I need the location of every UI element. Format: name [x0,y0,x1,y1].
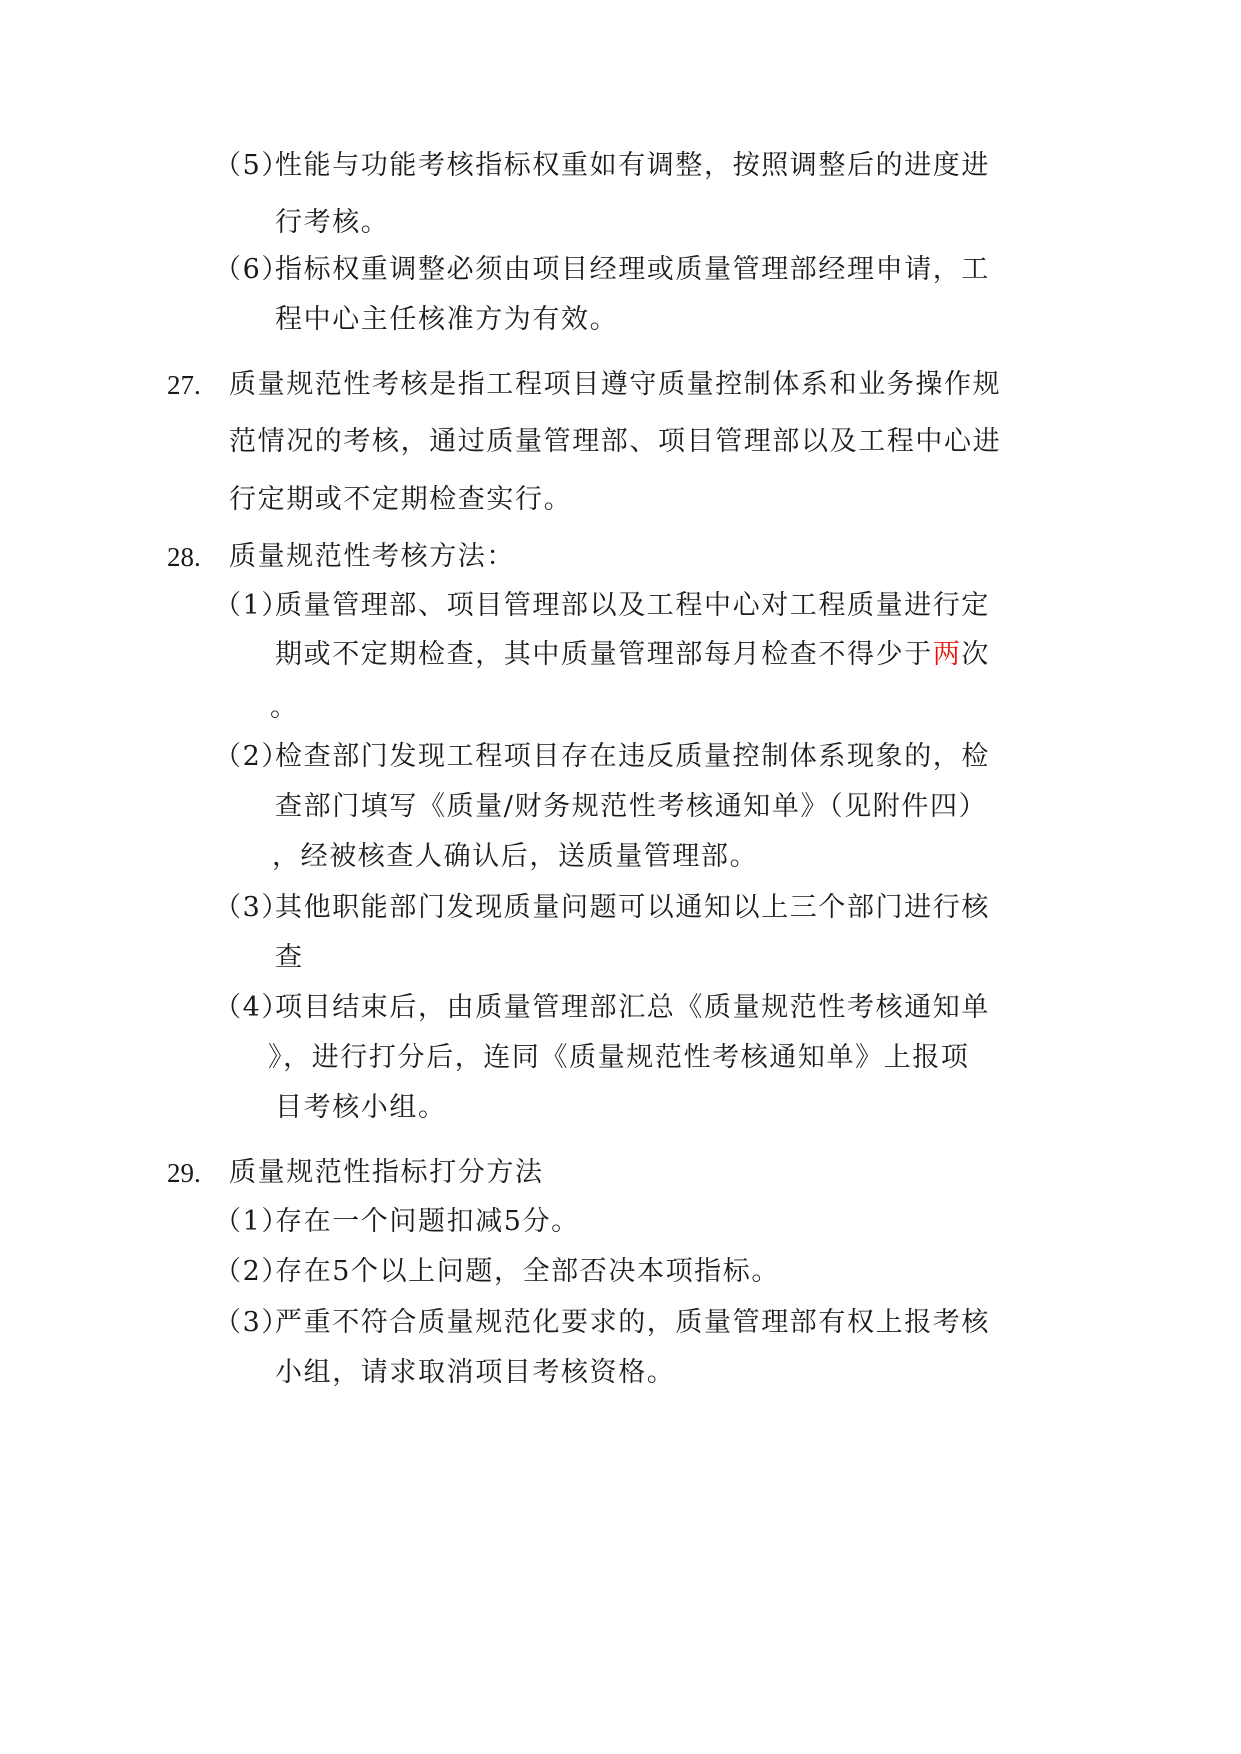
item-number: 29. [167,1158,201,1188]
sub-item-text: 程中心主任核准方为有效。 [275,304,619,335]
item-text: 质量规范性指标打分方法 [229,1157,544,1188]
sub-item-marker: （6） [214,254,290,285]
item-text: 范情况的考核，通过质量管理部、项目管理部以及工程中心进 [229,426,1002,457]
sub-item-marker: （1） [214,1206,290,1237]
sub-item-text: 项目结束后，由质量管理部汇总《质量规范性考核通知单 [275,992,990,1023]
sub-item-marker: （3） [214,1307,290,1338]
sub-item-text: 》，进行打分后，连同《质量规范性考核通知单》上报项 [268,1042,970,1073]
item-number: 27. [167,370,201,400]
item-text: 质量规范性考核方法： [229,541,515,572]
sub-item-text: 。 [270,692,299,723]
sub-item-text: 性能与功能考核指标权重如有调整，按照调整后的进度进 [275,150,990,181]
sub-item-text: 存在5个以上问题，全部否决本项指标。 [275,1256,780,1287]
item-text: 质量规范性考核是指工程项目遵守质量控制体系和业务操作规 [229,369,1002,400]
sub-item-marker: （2） [214,741,290,772]
sub-item-text: ，经被核查人确认后，送质量管理部。 [272,841,759,872]
sub-item-text: 质量管理部、项目管理部以及工程中心对工程质量进行定 [275,590,990,621]
sub-item-marker: （1） [214,590,290,621]
sub-item-text: 其他职能部门发现质量问题可以通知以上三个部门进行核 [275,892,990,923]
sub-item-text: 查部门填写《质量/财务规范性考核通知单》（见附件四） [275,791,988,822]
sub-item-text: 目考核小组。 [275,1092,447,1123]
sub-item-text: 存在一个问题扣减5分。 [275,1206,580,1237]
sub-item-text: 严重不符合质量规范化要求的，质量管理部有权上报考核 [275,1307,990,1338]
sub-item-marker: （4） [214,992,290,1023]
sub-item-text-part: 次 [961,639,991,670]
sub-item-text: 小组，请求取消项目考核资格。 [275,1357,676,1388]
item-text: 行定期或不定期检查实行。 [229,484,573,515]
sub-item-text-part: 期或不定期检查，其中质量管理部每月检查不得少于 [275,639,933,670]
item-number: 28. [167,542,201,572]
sub-item-marker: （5） [214,150,290,181]
sub-item-marker: （3） [214,892,290,923]
highlighted-text: 两 [932,639,962,670]
sub-item-text: 指标权重调整必须由项目经理或质量管理部经理申请，工 [275,254,990,285]
sub-item-marker: （2） [214,1256,290,1287]
sub-item-text [275,637,990,673]
sub-item-text: 查 [275,942,304,973]
sub-item-text: 检查部门发现工程项目存在违反质量控制体系现象的，检 [275,741,990,772]
sub-item-text: 行考核。 [275,207,390,238]
